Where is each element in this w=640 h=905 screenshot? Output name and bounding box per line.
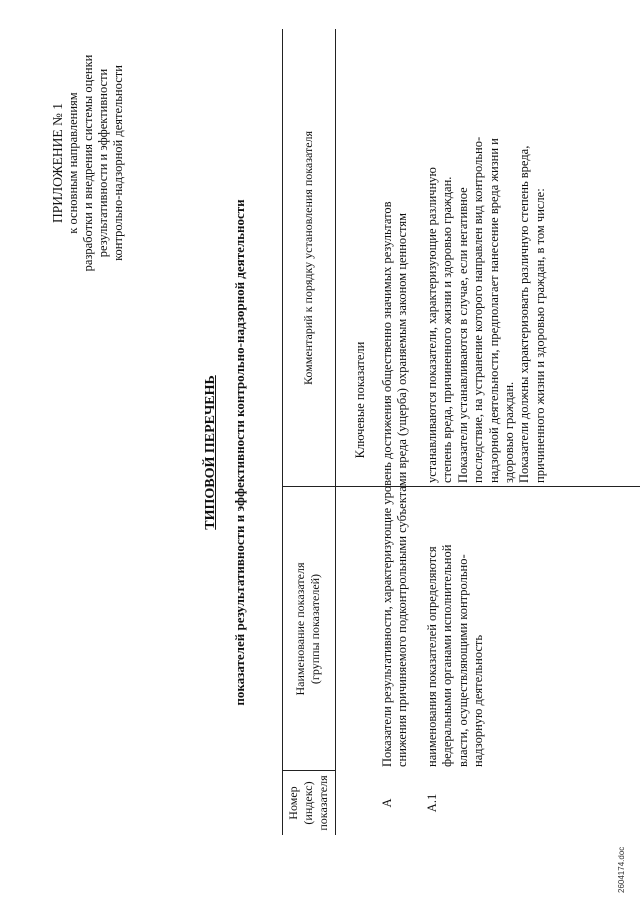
row-a1-comment xyxy=(425,13,548,483)
header-comment-cell xyxy=(301,33,316,483)
row-a1-comment-line: причиненного жизни и здоровью граждан, в том числе: xyxy=(532,188,547,483)
row-a-line: Показатели результативности, характеризующие уровень достижения общественно значимых результатов xyxy=(380,201,394,767)
row-a1-name-line: надзорную деятельность xyxy=(471,634,486,767)
row-a-index-text: А xyxy=(380,798,394,808)
header-name-line: Наименование показателя xyxy=(293,562,307,696)
row-a1-comment-line: здоровью граждан. xyxy=(502,381,517,483)
header-name-cell xyxy=(293,491,323,767)
row-a1-index-text: А.1 xyxy=(425,793,439,813)
header-comment-text: Комментарий к порядку установления показателя xyxy=(301,130,315,386)
row-a-description xyxy=(380,27,411,767)
section-heading-text: Ключевые показатели xyxy=(353,341,367,459)
header-number-line: Номер xyxy=(286,786,300,820)
row-a1-name-line: федеральными органами исполнительной xyxy=(440,544,455,767)
document-title: ТИПОВОЙ ПЕРЕЧЕНЬ xyxy=(203,375,218,530)
table-top-border xyxy=(282,29,283,835)
appendix-line: результативности и эффективности xyxy=(96,68,110,258)
header-name-line: (группы показателей) xyxy=(308,573,322,685)
row-a1-comment-line: степень вреда, причиненного жизни и здоровью граждан. xyxy=(440,176,455,483)
row-a1-index xyxy=(425,773,440,833)
table-column-divider xyxy=(282,486,640,487)
row-a1-comment-line: надзорной деятельности, предполагает нанесение вреда жизни и xyxy=(486,138,501,483)
row-a1-name xyxy=(425,491,487,767)
appendix-number: ПРИЛОЖЕНИЕ № 1 xyxy=(50,102,65,224)
document-subtitle: показателей результативности и эффективности контрольно-надзорной деятельности xyxy=(232,199,247,706)
row-a-index xyxy=(380,773,395,833)
header-number-line: показателя xyxy=(316,775,330,831)
document-reference: 2604174.doc xyxy=(617,846,626,893)
section-heading xyxy=(353,30,368,770)
row-a1-name-line: власти, осуществляющими контрольно- xyxy=(455,554,470,767)
appendix-line: к основным направлениям xyxy=(66,92,80,234)
table-header-bottom-border xyxy=(335,29,336,835)
row-a1-name-line: наименования показателей определяются xyxy=(425,546,439,767)
table-column-divider xyxy=(282,770,335,771)
row-a1-comment-line: последствие, на устранение которого направлен вид контрольно- xyxy=(471,136,486,483)
row-a1-comment-line: устанавливаются показатели, характеризующие различную xyxy=(425,167,439,483)
appendix-line: контрольно-надзорной деятельности xyxy=(111,65,125,261)
row-a-line: снижения причиняемого подконтрольными субъектами вреда (ущерба) охраняемым законом ценностям xyxy=(395,213,410,767)
row-a1-comment-line: Показатели должны характеризовать различную степень вреда, xyxy=(517,145,532,483)
appendix-line: разработки и внедрения системы оценки xyxy=(81,54,95,272)
header-number-cell xyxy=(286,773,331,833)
appendix-header xyxy=(50,23,126,303)
header-number-line: (индекс) xyxy=(301,781,315,825)
row-a1-comment-line: Показатели устанавливаются в случае, если негативное xyxy=(455,187,470,483)
